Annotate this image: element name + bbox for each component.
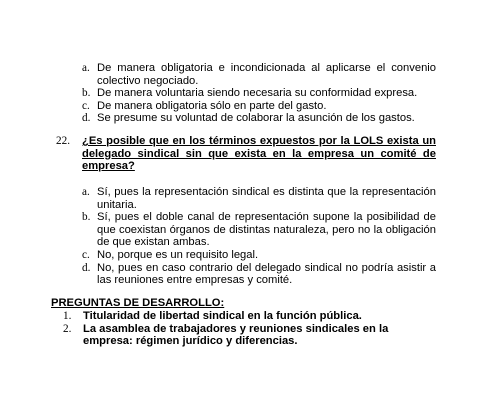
- answer-option-b: [82, 87, 436, 100]
- development-question-2: [51, 323, 441, 348]
- development-questions-list: [51, 310, 441, 348]
- option-text: No, pues en caso contrario del delegado sindical no podría asistir a las reuniones entre empresas y comité.: [97, 261, 436, 287]
- option-letter: b.: [82, 87, 91, 100]
- question-text: ¿Es posible que en los términos expuestos por la LOLS exista un delegado sindical sin que exista en la empresa un comité de empresa?: [82, 135, 436, 173]
- development-question-number: 1.: [63, 310, 72, 322]
- option-text: De manera obligatoria sólo en parte del gasto.: [97, 99, 327, 112]
- development-questions-heading: PREGUNTAS DE DESARROLLO:: [51, 297, 225, 309]
- option-letter: c.: [82, 248, 90, 261]
- option-letter: a.: [82, 62, 90, 74]
- development-question-text: La asamblea de trabajadores y reuniones sindicales en la empresa: régimen jurídico y diferencias.: [83, 322, 389, 348]
- option-letter: c.: [82, 99, 90, 112]
- development-question-number: 2.: [63, 322, 72, 335]
- answer-option-a: [82, 62, 436, 87]
- answer-option-b: [82, 211, 436, 249]
- option-text: Se presume su voluntad de colaborar la asunción de los gastos.: [97, 112, 415, 125]
- option-text: Sí, pues la representación sindical es distinta que la representación unitaria.: [97, 186, 436, 211]
- question-22-options-list: [82, 186, 436, 287]
- answer-option-d: [82, 112, 436, 125]
- answer-options-list: [82, 62, 436, 125]
- option-letter: d.: [82, 112, 91, 125]
- question-22: [56, 135, 436, 173]
- option-text: Sí, pues el doble canal de representación supone la posibilidad de que coexistan órganos de distintas naturaleza, pero no la obligación de que existan ambas.: [97, 211, 436, 249]
- answer-option-d: [82, 262, 436, 287]
- option-letter: d.: [82, 261, 91, 274]
- development-question-1: [51, 310, 441, 323]
- option-text: De manera obligatoria e incondicionada al aplicarse el convenio colectivo negociado.: [97, 62, 436, 87]
- question-number: 22.: [56, 135, 70, 147]
- answer-option-c: [82, 249, 436, 262]
- answer-option-c: [82, 100, 436, 113]
- option-text: De manera voluntaria siendo necesaria su conformidad expresa.: [97, 87, 418, 100]
- option-text: No, porque es un requisito legal.: [97, 248, 259, 261]
- development-question-text: Titularidad de libertad sindical en la función pública.: [83, 310, 362, 322]
- option-letter: b.: [82, 211, 91, 224]
- answer-option-a: [82, 186, 436, 211]
- option-letter: a.: [82, 186, 90, 198]
